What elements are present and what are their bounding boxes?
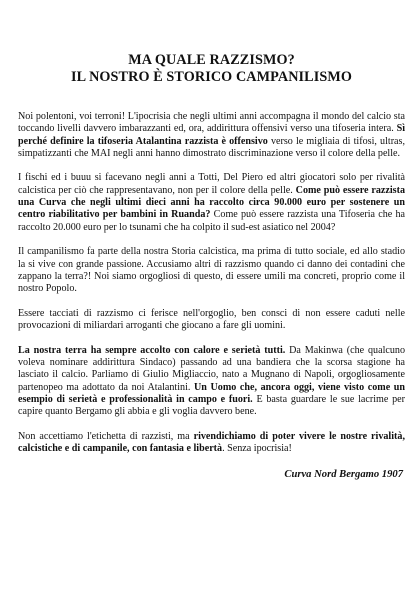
paragraph — [18, 308, 405, 333]
text-run: . Senza ipocrisia! — [222, 443, 292, 455]
text-run: Noi polentoni, voi terroni! L'ipocrisia che negli ultimi anni accompagna il mondo del calcio sta toccando livelli davvero imbarazzanti ed, ora, addirittura offensivi verso una tifoseria intera. — [18, 111, 405, 135]
bold-text: Sì perché definire la tifoseria Atalantina razzista è offensivo — [18, 123, 405, 147]
paragraph — [18, 246, 405, 295]
signature: Curva Nord Bergamo 1907 — [284, 469, 403, 481]
bold-text: Un Uomo che, ancora oggi, viene visto come un esempio di serietà e professionalità in campo e fuori. — [18, 381, 405, 405]
body-text — [18, 111, 405, 455]
paragraph — [18, 431, 405, 456]
title-line-2: IL NOSTRO È STORICO CAMPANILISMO — [71, 68, 352, 85]
text-run: Come può essere razzista una Tifoseria che ha raccolto 20.000 euro per lo tsunami che ha colpito il sud-est asiatico nel 2004? — [18, 209, 405, 233]
text-run: E basta guardare le sue lacrime per capire quanto Bergamo gli abbia e gli voglia davvero bene. — [18, 393, 406, 418]
paragraph — [18, 111, 405, 160]
text-run: Essere tacciati di razzismo ci ferisce nell'orgoglio, ben consci di non essere caduti nelle provocazioni di miliardari arroganti che giocano a fare gli uomini. — [18, 307, 405, 332]
page-title — [18, 52, 405, 85]
paragraph — [18, 172, 405, 233]
bold-text: rivendichiamo di poter vivere le nostre rivalità, calcistiche e di campanile, con fantasia e libertà — [18, 430, 405, 455]
bold-text: La nostra terra ha sempre accolto con calore e serietà tutti. — [18, 344, 286, 356]
text-run: Non accettiamo l'etichetta di razzisti, ma — [18, 430, 194, 442]
paragraph — [18, 345, 405, 419]
bold-text: Come può essere razzista una Curva che negli ultimi dieci anni ha raccolto circa 90.000 euro per sostenere un centro riabilitativo per bambini in Ruanda? — [18, 184, 405, 221]
title-line-1: MA QUALE RAZZISMO? — [128, 52, 295, 68]
text-run: I fischi ed i buuu si facevano negli anni a Totti, Del Piero ed altri giocatori solo per rivalità calcistica per ciò che rappresentavano, non per il colore della pelle. — [18, 172, 405, 196]
text-run: verso le migliaia di tifosi, ultras, simpatizzanti che MAI negli anni hanno dimostrato discriminazione verso il colore della pelle. — [18, 135, 405, 159]
text-run: Il campanilismo fa parte della nostra Storia calcistica, ma prima di tutto sociale, ed allo stadio la si vive con grande passione. Accusiamo altri di razzismo quando ci danno dei contadini che zappano la terra?! Noi siamo orgogliosi di questo, di essere umili ma concreti, proprio come il nostro Popolo. — [18, 246, 405, 295]
text-run: Da Makinwa (che qualcuno voleva nominare addirittura Sindaco) passando ad una bandiera che la scorsa stagione ha lasciato il calcio. Parliamo di Giulio Migliaccio, nato a Mugnano di Napoli, orgogliosamente partenopeo ma adottato da noi Atalantini. — [18, 344, 406, 393]
